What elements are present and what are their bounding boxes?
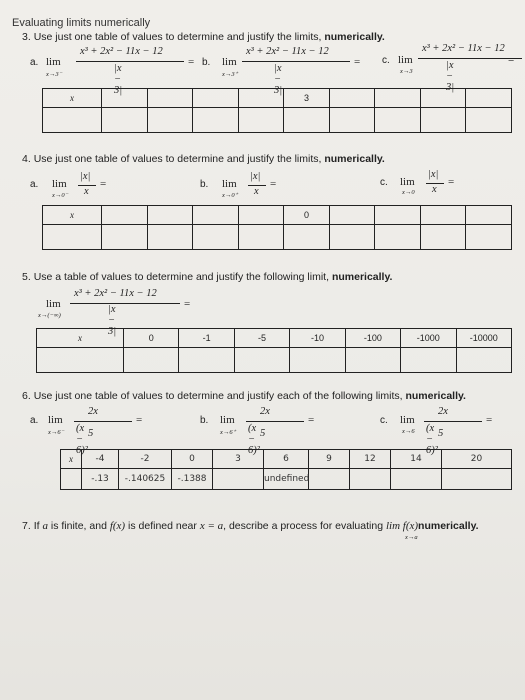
question-3-bold: numerically. <box>324 31 385 43</box>
q4-x-header: x <box>43 206 102 225</box>
q3c-fraction-bar <box>418 58 522 59</box>
q4c-label: c. <box>380 177 388 188</box>
q6a-lim: lim <box>48 414 63 426</box>
question-5-number: 5. <box>22 271 31 283</box>
q4-cell[interactable] <box>284 225 330 250</box>
q4c-equals: = <box>448 176 455 188</box>
q6c-fraction-bar <box>424 421 482 422</box>
q4b-lim: lim <box>222 178 237 190</box>
q4c-numerator: |x| <box>428 169 439 180</box>
q5-sub: x→(−∞) <box>38 312 61 319</box>
worksheet-header: Evaluating limits numerically <box>12 17 151 29</box>
q6-x-value: 0 <box>172 450 213 469</box>
table-row <box>43 225 512 250</box>
table-row <box>37 329 512 348</box>
table-row <box>61 469 512 490</box>
question-5-prompt <box>22 271 392 283</box>
q4a-numerator: |x| <box>80 171 91 182</box>
q6b-equals: = <box>308 414 315 426</box>
q3c-label: c. <box>382 55 390 66</box>
q3-cell[interactable] <box>420 89 466 108</box>
question-6-prompt <box>22 390 466 402</box>
q4-cell[interactable] <box>102 225 148 250</box>
q3c-numerator: x³ + 2x² − 11x − 12 <box>422 43 505 54</box>
q3-cell[interactable] <box>329 89 375 108</box>
q3a-lim: lim <box>46 56 61 68</box>
q3-cell[interactable] <box>238 89 284 108</box>
q6b-fraction-bar <box>246 421 304 422</box>
q3-cell[interactable] <box>466 89 512 108</box>
q6a-denominator: (x − 6)² <box>76 423 88 456</box>
q4-cell[interactable] <box>102 206 148 225</box>
q3-cell[interactable] <box>466 108 512 133</box>
q6-x-value: 14 <box>391 450 442 469</box>
question-7-text-c: is defined near <box>125 520 200 532</box>
q6a-fraction-bar <box>74 421 132 422</box>
question-4-text: Use just one table of values to determine and justify the limits, <box>33 153 325 165</box>
q4-cell[interactable] <box>329 206 375 225</box>
q3a-denominator: |x − 3| <box>114 63 123 96</box>
table-row <box>37 348 512 373</box>
q3b-sub: x→3⁺ <box>222 71 239 78</box>
q5-x-value: -100 <box>345 329 400 348</box>
q3-cell[interactable] <box>238 108 284 133</box>
q4-cell[interactable] <box>329 225 375 250</box>
q4-cell[interactable] <box>238 225 284 250</box>
q6a-equals: = <box>136 414 143 426</box>
question-6-text: Use just one table of values to determine and justify each of the following limits, <box>33 390 406 402</box>
q4-cell[interactable] <box>375 206 421 225</box>
q6-y-value[interactable]: -.140625 <box>119 469 172 490</box>
q6a-label: a. <box>30 415 39 426</box>
q6-y-value[interactable]: undefined <box>264 469 309 490</box>
q4-cell[interactable] <box>147 225 193 250</box>
q5-x-value: -10 <box>290 329 345 348</box>
q6c-numerator: 2x − 5 <box>438 406 448 439</box>
q5-lim: lim <box>46 298 61 310</box>
q4a-equals: = <box>100 178 107 190</box>
question-7-text-a: If <box>33 520 43 532</box>
question-7-limit-sub: x→a <box>405 534 418 541</box>
q5-cell[interactable] <box>124 348 179 373</box>
q6-y-value[interactable] <box>442 469 512 490</box>
q3-cell[interactable] <box>420 108 466 133</box>
q6c-sub: x→6 <box>402 428 415 435</box>
q5-cell[interactable] <box>401 348 456 373</box>
question-3-prompt <box>22 31 385 43</box>
q3b-fraction-bar <box>242 61 350 62</box>
q4c-denominator: x <box>432 184 437 195</box>
q6a-sub: x→6⁻ <box>48 429 65 436</box>
q4-cell[interactable] <box>43 225 102 250</box>
q4a-label: a. <box>30 179 39 190</box>
q4-center-value: 0 <box>284 206 330 225</box>
q5-numerator: x³ + 2x² − 11x − 12 <box>74 288 157 299</box>
question-6-number: 6. <box>22 390 31 402</box>
q3c-lim: lim <box>398 54 413 66</box>
q6-values-table <box>60 449 512 490</box>
q5-denominator: |x − 3| <box>108 304 117 337</box>
q4a-denominator: x <box>84 186 89 197</box>
q5-x-value: -1 <box>179 329 234 348</box>
q6-x-value: -4 <box>82 450 119 469</box>
q3b-equals: = <box>354 56 361 68</box>
question-7-text-d: , describe a process for evaluating <box>223 520 386 532</box>
q5-values-table <box>36 328 512 373</box>
q3-cell[interactable] <box>102 108 148 133</box>
q3a-fraction-bar <box>76 61 184 62</box>
q5-cell[interactable] <box>234 348 289 373</box>
q3-cell[interactable] <box>193 108 239 133</box>
q6-y-value[interactable] <box>350 469 391 490</box>
q5-cell[interactable] <box>179 348 234 373</box>
q3c-equals: = <box>508 54 515 66</box>
q3-cell[interactable] <box>147 89 193 108</box>
q3c-denominator: |x − 3| <box>446 60 455 93</box>
q3b-lim: lim <box>222 56 237 68</box>
q6-y-value[interactable] <box>391 469 442 490</box>
table-row <box>43 89 512 108</box>
q5-x-value: -5 <box>234 329 289 348</box>
q5-x-header: x <box>37 329 124 348</box>
q6b-numerator: 2x − 5 <box>260 406 270 439</box>
question-5-text: Use a table of values to determine and justify the following limit, <box>33 271 332 283</box>
q4-values-table <box>42 205 512 250</box>
q6-y-value[interactable]: -.13 <box>82 469 119 490</box>
q6-x-value: 9 <box>309 450 350 469</box>
q3-values-table <box>42 88 512 133</box>
q3a-numerator: x³ + 2x² − 11x − 12 <box>80 46 163 57</box>
q3-center-value: 3 <box>284 89 330 108</box>
q3a-label: a. <box>30 57 39 68</box>
question-3-text: Use just one table of values to determine and justify the limits, <box>33 31 325 43</box>
q6-y-label-cell <box>61 469 82 490</box>
q6c-denominator: (x − 6)² <box>426 423 438 456</box>
q4b-sub: x→0⁺ <box>222 192 239 199</box>
q4a-sub: x→0⁻ <box>52 192 69 199</box>
question-7-number: 7. <box>22 520 31 532</box>
q6-x-value: 6 <box>264 450 309 469</box>
q5-cell[interactable] <box>290 348 345 373</box>
q6-y-value[interactable]: -.1388 <box>172 469 213 490</box>
q3-cell[interactable] <box>375 108 421 133</box>
q4b-denominator: x <box>254 186 259 197</box>
question-3-number: 3. <box>22 31 31 43</box>
q4-cell[interactable] <box>466 206 512 225</box>
question-7-fx: f(x) <box>109 520 126 532</box>
question-4-bold: numerically. <box>324 153 385 165</box>
q3-x-header: x <box>43 89 102 108</box>
q6-x-value: 12 <box>350 450 391 469</box>
q4-cell[interactable] <box>193 225 239 250</box>
q3-cell[interactable] <box>147 108 193 133</box>
q3a-sub: x→3⁻ <box>46 71 63 78</box>
q3-cell[interactable] <box>284 108 330 133</box>
q6b-sub: x→6⁺ <box>220 429 237 436</box>
q4-cell[interactable] <box>147 206 193 225</box>
q3b-numerator: x³ + 2x² − 11x − 12 <box>246 46 329 57</box>
q5-cell[interactable] <box>345 348 400 373</box>
table-row <box>43 108 512 133</box>
question-4-number: 4. <box>22 153 31 165</box>
q3-cell[interactable] <box>193 89 239 108</box>
q3a-equals: = <box>188 56 195 68</box>
q6-x-value: -2 <box>119 450 172 469</box>
q3-cell[interactable] <box>375 89 421 108</box>
q4-cell[interactable] <box>193 206 239 225</box>
q3-cell[interactable] <box>43 108 102 133</box>
q6-x-value: 20 <box>442 450 512 469</box>
question-4-prompt <box>22 153 385 165</box>
q6-y-value[interactable] <box>309 469 350 490</box>
q4-cell[interactable] <box>420 206 466 225</box>
q5-fraction-bar <box>70 303 180 304</box>
q3-cell[interactable] <box>102 89 148 108</box>
q3c-sub: x→3 <box>400 68 413 75</box>
q3-cell[interactable] <box>329 108 375 133</box>
q4b-numerator: |x| <box>250 171 261 182</box>
q6b-label: b. <box>200 415 209 426</box>
q3b-label: b. <box>202 57 211 68</box>
q4c-sub: x→0 <box>402 189 415 196</box>
question-7-text-b: is finite, and <box>47 520 110 532</box>
q6c-equals: = <box>486 414 493 426</box>
q4b-equals: = <box>270 178 277 190</box>
table-row <box>61 450 512 469</box>
q6-y-value[interactable] <box>213 469 264 490</box>
q6a-numerator: 2x − 5 <box>88 406 98 439</box>
q5-cell[interactable] <box>37 348 124 373</box>
question-7-var-a: a <box>42 520 48 532</box>
q6-x-header: x <box>61 450 82 469</box>
q5-x-value: 0 <box>124 329 179 348</box>
q4a-lim: lim <box>52 178 67 190</box>
q5-equals: = <box>184 298 191 310</box>
question-5-bold: numerically. <box>331 271 393 283</box>
q6b-denominator: (x − 6)² <box>248 423 260 456</box>
q3b-denominator: |x − 3| <box>274 63 283 96</box>
question-7-prompt <box>22 520 479 532</box>
question-6-bold: numerically. <box>405 390 466 402</box>
q5-cell[interactable] <box>456 348 511 373</box>
q4-cell[interactable] <box>238 206 284 225</box>
q5-x-value: -1000 <box>401 329 456 348</box>
q6c-lim: lim <box>400 414 415 426</box>
q5-x-value: -10000 <box>456 329 511 348</box>
q4-cell[interactable] <box>466 225 512 250</box>
table-row <box>43 206 512 225</box>
question-7-bold: numerically. <box>418 520 479 532</box>
q4-cell[interactable] <box>375 225 421 250</box>
q6b-lim: lim <box>220 414 235 426</box>
q4c-lim: lim <box>400 176 415 188</box>
q4b-label: b. <box>200 179 209 190</box>
question-7-x-equals-a: x = a <box>199 520 224 532</box>
q6c-label: c. <box>380 415 388 426</box>
question-7-limit: lim f(x) <box>385 520 419 532</box>
q6-x-value: 3 <box>213 450 264 469</box>
q4-cell[interactable] <box>420 225 466 250</box>
